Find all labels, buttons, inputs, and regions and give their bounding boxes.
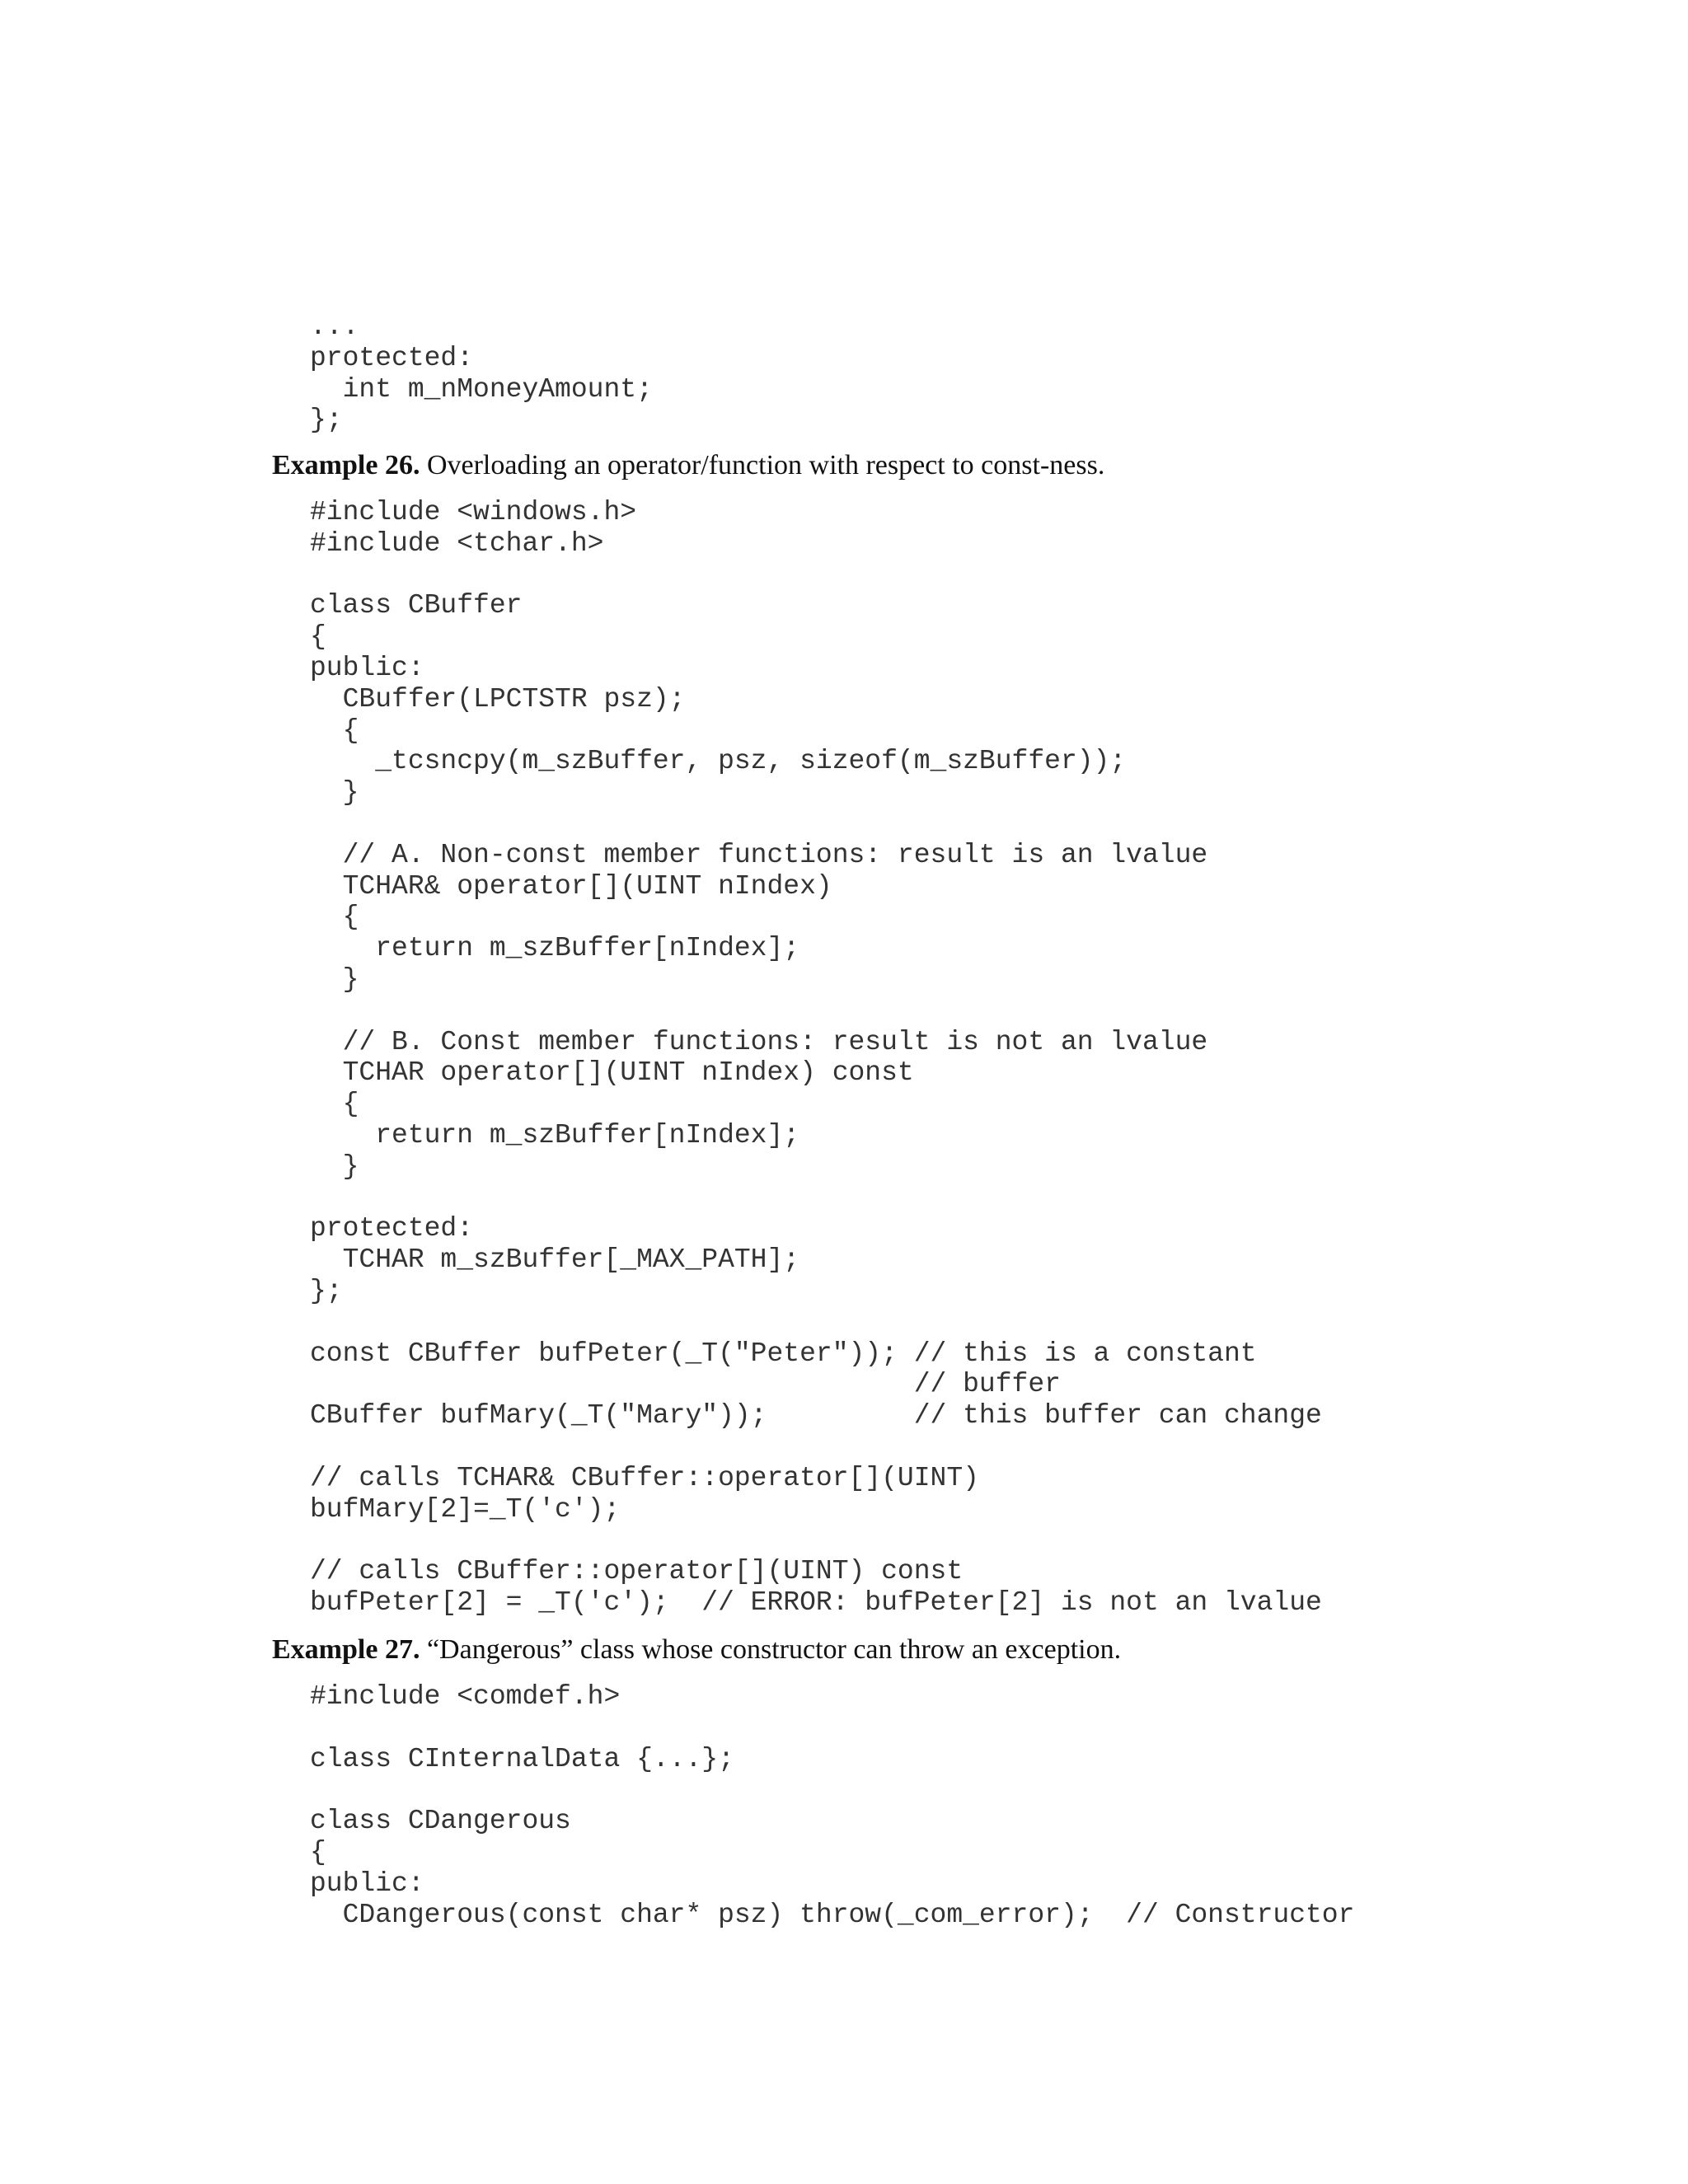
code-block-continuation: ... protected: int m_nMoneyAmount; }; bbox=[310, 312, 653, 436]
example-26-caption-text: Overloading an operator/function with respect to const-ness. bbox=[420, 450, 1105, 480]
example-27-label: Example 27. bbox=[272, 1634, 420, 1665]
example-26-code-block: #include <windows.h> #include <tchar.h> class CBuffer { public: CBuffer(LPCTSTR psz); { _tcsncpy(m_szBuffer, psz, sizeof(m_szBuffer)); } // A. Non-const member functions: result is an lvalue TCHAR& operator[](UINT nIndex) { return m_szBuffer[nIndex]; } // B. Const member functions: result is not an lvalue TCHAR operator[](UINT nIndex) const { return m_szBuffer[nIndex]; } protected: TCHAR m_szBuffer[_MAX_PATH]; }; const CBuffer bufPeter(_T("Peter")); // this is a constant // buffer CBuffer bufMary(_T("Mary")); // this buffer can change // calls TCHAR& CBuffer::operator[](UINT) bufMary[2]=_T('c'); // calls CBuffer::operator[](UINT) const bufPeter[2] = _T('c'); // ERROR: bufPeter[2] is not an lvalue bbox=[310, 497, 1322, 1618]
example-27-caption bbox=[272, 1633, 1121, 1666]
example-27-code-block: #include <comdef.h> class CInternalData {...}; class CDangerous { public: CDangerous(const char* psz) throw(_com_error); // Constructor bbox=[310, 1681, 1355, 1930]
example-26-caption bbox=[272, 449, 1104, 482]
example-27-caption-text: “Dangerous” class whose constructor can throw an exception. bbox=[420, 1634, 1122, 1665]
example-26-label: Example 26. bbox=[272, 450, 420, 480]
